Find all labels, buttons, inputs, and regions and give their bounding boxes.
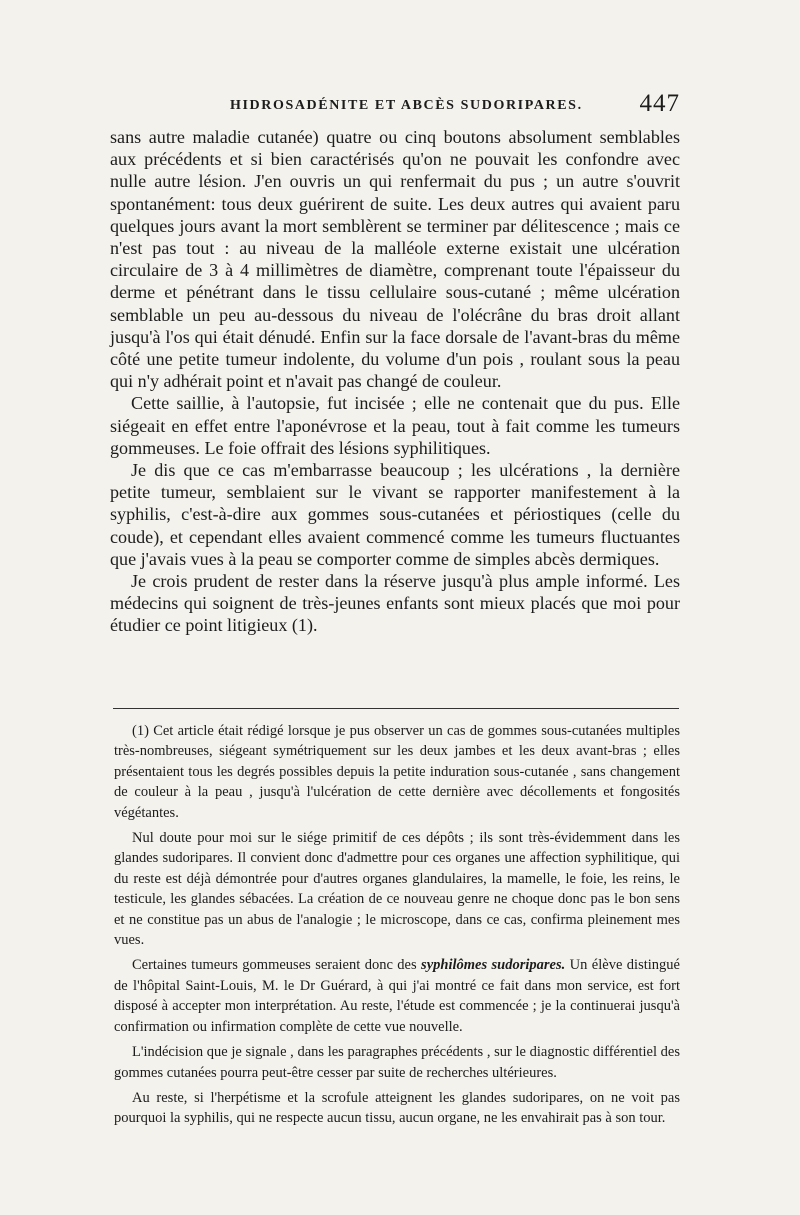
footnotes [114, 721, 680, 1129]
footnote-paragraph [114, 955, 680, 1037]
body-paragraph: Cette saillie, à l'autopsie, fut incisée ; elle ne contenait que du pus. Elle siégeait en effet entre l'aponévrose et la peau, tout à fait comme les tumeurs gommeuses. Le foie offrait des lésions syphilitiques. [110, 393, 680, 458]
footnote-text: Un élève distingué de l'hôpital Saint-Louis, M. le Dr Guérard, à qui j'ai montré ce fait dans mon service, est fort disposé à accepter mon interprétation. Au reste, l'étude est commencée ; je la continuerai jusqu'à confirmation ou infirmation complète de cette vue nouvelle. [114, 957, 680, 1035]
footnote-paragraph: L'indécision que je signale , dans les paragraphes précédents , sur le diagnostic différentiel des gommes cutanées pourra peut-être cesser par suite de recherches ultérieures. [114, 1044, 680, 1081]
footnote-paragraph: Nul doute pour moi sur le siége primitif de ces dépôts ; ils sont très-évidemment dans les glandes sudoripares. Il convient donc d'admettre pour ces organes une affection syphilitique, qui du reste est déjà démontrée pour d'autres organes glandulaires, la mamelle, le foie, les reins, le testicule, les glandes sébacées. La création de ce nouveau genre ne choque donc pas le bon sens et ne constitue pas un abus de l'analogie ; le microscope, dans ce cas, confirma pleinement mes vues. [114, 830, 680, 949]
body-paragraph: Je dis que ce cas m'embarrasse beaucoup ; les ulcérations , la dernière petite tumeur, semblaient sur le vivant se rapporter manifestement à la syphilis, c'est-à-dire aux gommes sous-cutanées et périostiques (celle du coude), et cependant elles avaient commencé comme les tumeurs fluctuantes que j'avais vues à la peau se comporter comme de simples abcès dermiques. [110, 460, 680, 569]
body-paragraph: sans autre maladie cutanée) quatre ou cinq boutons absolument semblables aux précédents et si bien caractérisés qu'on ne pouvait les confondre avec nulle autre lésion. J'en ouvris un qui renfermait du pus ; un autre s'ouvrit spontanément: tous deux guérirent de suite. Les deux autres qui avaient paru quelques jours avant la mort semblèrent se terminer par délitescence ; mais ce n'est pas tout : au niveau de la malléole externe existait une ulcération circulaire de 3 à 4 millimètres de diamètre, comprenant toute l'épaisseur du derme et pénétrant dans le tissu cellulaire sous-cutané ; même ulcération semblable un peu au-dessous du niveau de l'olécrâne du bras droit allant jusqu'à l'os qui était dénudé. Enfin sur la face dorsale de l'avant-bras du même côté une petite tumeur indolente, du volume d'un pois , roulant sous la peau qui n'y adhérait point et n'avait pas changé de couleur. [110, 127, 680, 392]
footnote-paragraph: (1) Cet article était rédigé lorsque je pus observer un cas de gommes sous-cutanées multiples très-nombreuses, siégeant symétriquement sur les deux jambes et les deux avant-bras ; elles présentaient tous les degrés possibles depuis la petite induration sous-cutanée , sans changement de couleur à la peau , jusqu'à l'ulcération de cette dernière avec décollements et fongosités végétantes. [114, 723, 680, 821]
footnote-divider [113, 708, 679, 709]
page-header [110, 88, 680, 128]
emphasized-term: syphilômes sudoripares. [421, 957, 566, 974]
page-number: 447 [639, 90, 680, 117]
running-title: HIDROSADÉNITE ET ABCÈS SUDORIPARES. [230, 98, 583, 113]
body-paragraph: Je crois prudent de rester dans la réserve jusqu'à plus ample informé. Les médecins qui soignent de très-jeunes enfants sont mieux placés que moi pour étudier ce point litigieux (1). [110, 571, 680, 636]
footnote-paragraph: Au reste, si l'herpétisme et la scrofule atteignent les glandes sudoripares, on ne voit pas pourquoi la syphilis, qui ne respecte aucun tissu, aucun organe, ne les envahirait pas à son tour. [114, 1089, 680, 1127]
main-text [110, 126, 680, 637]
footnote-text: Certaines tumeurs gommeuses seraient donc des [132, 957, 422, 974]
